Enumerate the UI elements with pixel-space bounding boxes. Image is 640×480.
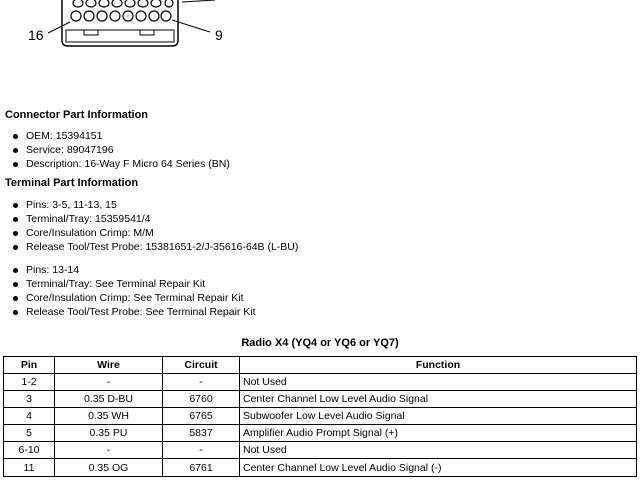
header-wire: Wire	[55, 357, 163, 374]
list-item: Pins: 13-14	[12, 264, 256, 278]
list-item: Pins: 3-5, 11-13, 15	[12, 199, 298, 213]
cell-wire: 0.35 WH	[55, 408, 163, 425]
terminal-info-group1	[12, 199, 298, 255]
list-item: Release Tool/Test Probe: 15381651-2/J-35616-64B (L-BU)	[12, 241, 298, 255]
cell-wire: -	[55, 442, 163, 459]
cell-wire: 0.35 D-BU	[55, 391, 163, 408]
cell-function: Not Used	[240, 374, 637, 391]
cell-pin: 1-2	[4, 374, 55, 391]
header-pin: Pin	[4, 357, 55, 374]
list-item: Terminal/Tray: 15359541/4	[12, 213, 298, 227]
cell-wire: 0.35 OG	[55, 459, 163, 476]
cell-pin: 5	[4, 425, 55, 442]
list-item: Description: 16-Way F Micro 64 Series (BN)	[12, 158, 230, 172]
table-row	[4, 408, 637, 425]
cell-circuit: 6761	[163, 459, 240, 476]
header-circuit: Circuit	[163, 357, 240, 374]
cell-pin: 3	[4, 391, 55, 408]
cell-pin: 6-10	[4, 442, 55, 459]
connector-info-list	[12, 130, 230, 172]
connector-diagram	[0, 0, 640, 60]
cell-function: Amplifier Audio Prompt Signal (+)	[240, 425, 637, 442]
cell-wire: 0.35 PU	[55, 425, 163, 442]
list-item: Core/Insulation Crimp: See Terminal Repair Kit	[12, 292, 256, 306]
list-item: Core/Insulation Crimp: M/M	[12, 227, 298, 241]
list-item: Terminal/Tray: See Terminal Repair Kit	[12, 278, 256, 292]
pin-table	[3, 356, 637, 477]
cell-circuit: 6760	[163, 391, 240, 408]
cell-circuit: -	[163, 442, 240, 459]
pin-row-top	[73, 0, 173, 7]
pin-label-16: 16	[28, 27, 44, 43]
cell-circuit: 6765	[163, 408, 240, 425]
table-row	[4, 391, 637, 408]
list-item: Service: 89047196	[12, 144, 230, 158]
table-header-row	[4, 357, 637, 374]
cell-circuit: -	[163, 374, 240, 391]
table-row	[4, 374, 637, 391]
cell-wire: -	[55, 374, 163, 391]
cell-circuit: 5837	[163, 425, 240, 442]
connector-drawing	[0, 0, 640, 60]
list-item: OEM: 15394151	[12, 130, 230, 144]
pin-row-bottom	[71, 11, 171, 21]
pin-label-9: 9	[215, 27, 223, 43]
cell-function: Center Channel Low Level Audio Signal	[240, 391, 637, 408]
cell-function: Center Channel Low Level Audio Signal (-)	[240, 459, 637, 476]
header-function: Function	[240, 357, 637, 374]
table-row	[4, 459, 637, 476]
table-row	[4, 442, 637, 459]
cell-function: Not Used	[240, 442, 637, 459]
cell-pin: 4	[4, 408, 55, 425]
table-row	[4, 425, 637, 442]
cell-function: Subwoofer Low Level Audio Signal	[240, 408, 637, 425]
list-item: Release Tool/Test Probe: See Terminal Repair Kit	[12, 306, 256, 320]
cell-pin: 11	[4, 459, 55, 476]
terminal-info-title: Terminal Part Information	[5, 177, 139, 189]
terminal-info-group2	[12, 264, 256, 320]
connector-info-title: Connector Part Information	[5, 109, 149, 121]
table-title: Radio X4 (YQ4 or YQ6 or YQ7)	[241, 337, 399, 349]
